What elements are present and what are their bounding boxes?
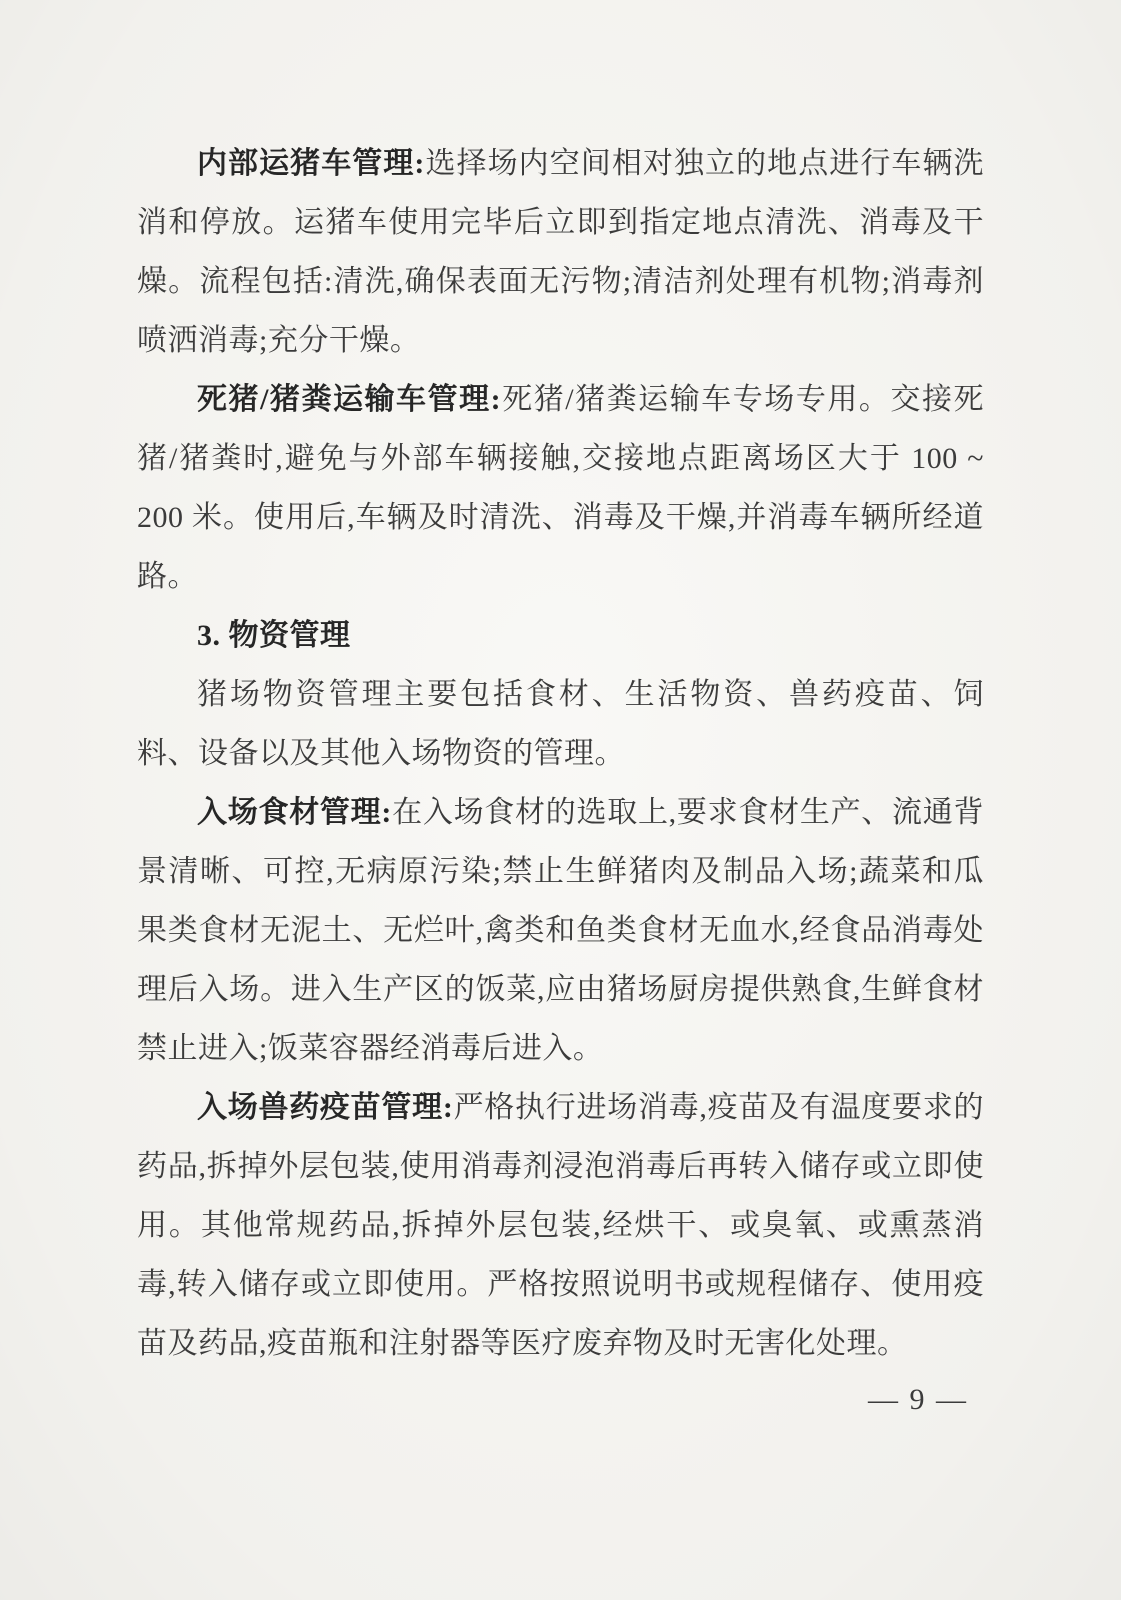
paragraph: 入场食材管理:在入场食材的选取上,要求食材生产、流通背景清晰、可控,无病原污染;禁止生鲜猪肉及制品入场;蔬菜和瓜果类食材无泥土、无烂叶,禽类和鱼类食材无血水,经食品消毒处理后入场。进入生产区的饭菜,应由猪场厨房提供熟食,生鲜食材禁止进入;饭菜容器经消毒后进入。 (137, 796, 984, 1065)
paragraph: 入场兽药疫苗管理:严格执行进场消毒,疫苗及有温度要求的药品,拆掉外层包装,使用消毒剂浸泡消毒后再转入储存或立即使用。其他常规药品,拆掉外层包装,经烘干、或臭氧、或熏蒸消毒,转入储存或立即使用。严格按照说明书或规程储存、使用疫苗及药品,疫苗瓶和注射器等医疗废弃物及时无害化处理。 (137, 1091, 984, 1360)
paragraph-lead: 内部运猪车管理: (197, 147, 425, 180)
paragraph-lead: 入场兽药疫苗管理: (197, 1091, 454, 1124)
paragraph-lead: 入场食材管理: (197, 796, 392, 829)
paragraph: 死猪/猪粪运输车管理:死猪/猪粪运输车专场专用。交接死猪/猪粪时,避免与外部车辆接触,交接地点距离场区大于 100 ~ 200 米。使用后,车辆及时清洗、消毒及干燥,并消毒车辆所经道路。 (137, 383, 985, 593)
paragraph-lead: 死猪/猪粪运输车管理: (197, 383, 502, 416)
paragraph: 内部运猪车管理:选择场内空间相对独立的地点进行车辆洗消和停放。运猪车使用完毕后立即到指定地点清洗、消毒及干燥。流程包括:清洗,确保表面无污物;清洁剂处理有机物;消毒剂喷洒消毒;充分干燥。 (137, 147, 985, 357)
page-number: — 9 — (868, 1383, 968, 1416)
paragraph: 猪场物资管理主要包括食材、生活物资、兽药疫苗、饲料、设备以及其他入场物资的管理。 (137, 678, 984, 770)
document-body (137, 134, 984, 1373)
section-heading: 3. 物资管理 (197, 619, 351, 652)
